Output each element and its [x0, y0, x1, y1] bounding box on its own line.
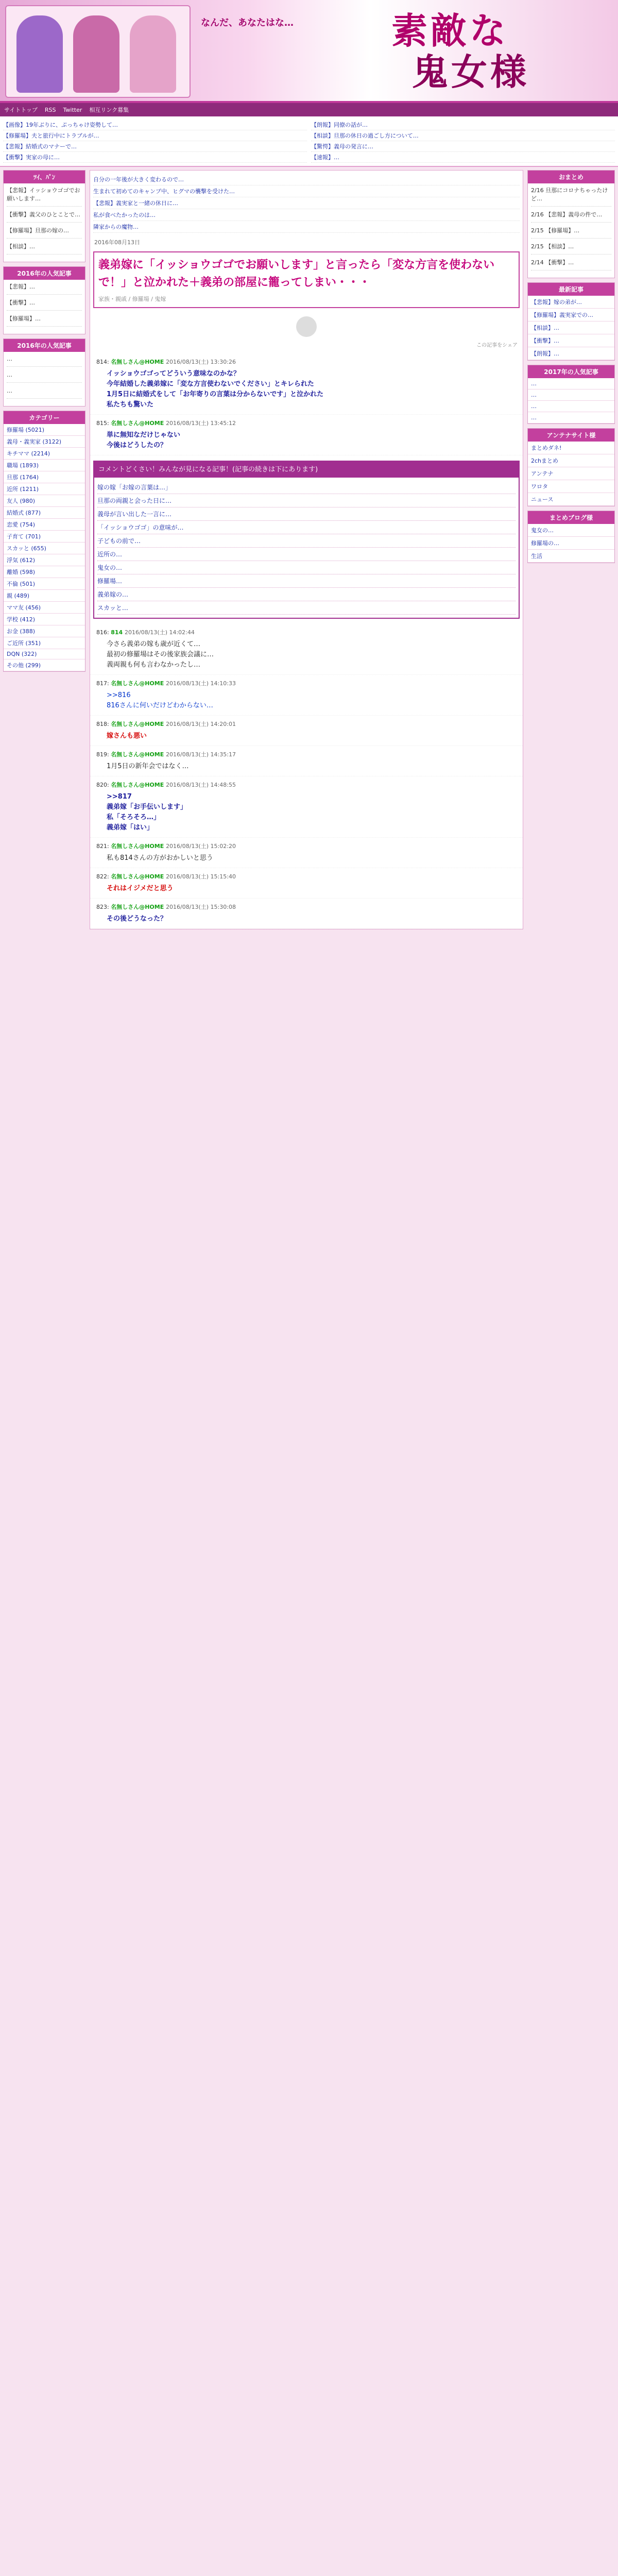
box-link[interactable]: 【衝撃】…: [528, 334, 614, 347]
top-links-right: [311, 120, 615, 163]
box-list: [528, 524, 614, 563]
comment-link[interactable]: 修羅場…: [97, 574, 516, 588]
top-link[interactable]: 【驚愕】義母の発言に…: [311, 141, 615, 152]
post-header: [96, 842, 517, 850]
box-item[interactable]: 2/15 【修羅場】…: [531, 227, 611, 239]
category-box: [3, 411, 85, 672]
box-link[interactable]: アンテナ: [528, 467, 614, 480]
share-note: この記事をシェア: [476, 343, 518, 348]
category-item[interactable]: 近所 (1211): [4, 483, 85, 495]
header-subtitle: なんだ、あなたはな…: [201, 18, 294, 28]
comment-link[interactable]: 嫁の嫁「お嫁の言葉は…」: [97, 481, 516, 494]
header-banner: [5, 5, 191, 98]
box-link[interactable]: 【悲報】嫁の弟が…: [528, 296, 614, 309]
article-date: 2016年08月13日: [90, 236, 523, 248]
comment-link[interactable]: 義母が言い出した一言に…: [97, 507, 516, 521]
post: [90, 716, 523, 746]
box-list: [528, 378, 614, 423]
box-item[interactable]: …: [7, 387, 82, 399]
post-author: 名無しさん@HOME: [111, 843, 166, 850]
ranking-list: [90, 171, 523, 236]
right-box-3: [527, 365, 615, 424]
top-links: [0, 116, 618, 167]
article-title-box: [93, 251, 520, 308]
box-link[interactable]: 2chまとめ: [528, 454, 614, 467]
top-link[interactable]: 【朗報】同僚の話が…: [311, 120, 615, 130]
post-number: 814:: [96, 359, 111, 365]
rank-item[interactable]: 【悲報】義実家と一緒の休日に…: [93, 197, 520, 209]
post-author: 名無しさん@HOME: [111, 751, 166, 758]
category-item[interactable]: 親 (489): [4, 590, 85, 602]
site-title[interactable]: 素敵な: [391, 9, 509, 52]
left-box-2: [3, 266, 85, 334]
category-item[interactable]: お金 (388): [4, 625, 85, 637]
post-number: 820:: [96, 782, 111, 788]
right-box-5: [527, 511, 615, 563]
post-number: 816:: [96, 629, 111, 636]
character-illustration: [16, 15, 63, 93]
post-number: 818:: [96, 721, 111, 727]
article-title: 義弟嫁に「イッショウゴゴでお願いします」と言ったら「変な方言を使わないで！」と泣かれた＋義弟の部屋に籠ってしまい・・・: [98, 259, 495, 289]
post-body: >>816 816さんに何いだけどわからない…: [107, 691, 213, 709]
category-item[interactable]: ご近所 (351): [4, 637, 85, 649]
comment-link[interactable]: スカッと…: [97, 601, 516, 615]
post-number: 817:: [96, 680, 111, 687]
comment-link[interactable]: 義弟嫁の…: [97, 588, 516, 601]
box-item[interactable]: …: [7, 371, 82, 383]
top-link[interactable]: 【悲報】結婚式のマナーで…: [3, 141, 307, 152]
post-header: [96, 872, 517, 880]
comment-heading: コメントどくさい！みんなが見になる記事！(記事の続きは下にあります): [93, 461, 520, 477]
right-box-4: [527, 428, 615, 506]
nav-link[interactable]: 相互リンク募集: [89, 107, 129, 113]
post-body: 単に無知なだけじゃない 今後はどうしたの？: [107, 431, 181, 449]
post-author: 814: [111, 629, 125, 636]
post-date: 2016/08/13(土) 13:30:26: [166, 359, 236, 365]
box-title: カテゴリー: [4, 411, 85, 424]
top-link[interactable]: 【相談】旦那の休日の過ごし方について…: [311, 130, 615, 141]
category-item[interactable]: 恋愛 (754): [4, 519, 85, 531]
nav-link[interactable]: RSS: [44, 106, 56, 113]
category-item[interactable]: ママ友 (456): [4, 602, 85, 614]
box-title: 2016年の人気記事: [4, 339, 85, 352]
right-box-1: [527, 170, 615, 278]
comment-link[interactable]: 「イッショウゴゴ」の意味が…: [97, 521, 516, 534]
category-item[interactable]: その他 (299): [4, 659, 85, 671]
category-item[interactable]: 不倫 (501): [4, 578, 85, 590]
post-body: 1月5日の新年会ではなく…: [107, 762, 189, 770]
post-header: [96, 903, 517, 911]
category-item[interactable]: 友人 (980): [4, 495, 85, 507]
post: [90, 415, 523, 455]
box-title: 2016年の人気記事: [4, 267, 85, 280]
box-link[interactable]: ワロタ: [528, 480, 614, 493]
box-link[interactable]: 【修羅場】義実家での…: [528, 309, 614, 321]
post: [90, 675, 523, 716]
top-link[interactable]: 【衝撃】実家の母に…: [3, 152, 307, 163]
category-item[interactable]: 子育て (701): [4, 531, 85, 543]
box-item[interactable]: 2/16 【悲報】義母の件で…: [531, 211, 611, 223]
left-sidebar: [3, 170, 85, 929]
site-title-2[interactable]: 鬼女様: [412, 50, 529, 93]
post: [90, 868, 523, 899]
post: [90, 746, 523, 776]
main-content: [90, 170, 523, 929]
post-date: 2016/08/13(土) 14:35:17: [166, 751, 236, 758]
box-title: 2017年の人気記事: [528, 365, 614, 378]
box-list: [528, 442, 614, 506]
box-item[interactable]: 2/14 【衝撃】…: [531, 259, 611, 270]
post-number: 815:: [96, 420, 111, 427]
post-date: 2016/08/13(土) 14:20:01: [166, 721, 236, 727]
box-item[interactable]: 【修羅場】…: [7, 315, 82, 327]
post-body: それはイジメだと思う: [107, 885, 174, 892]
nav-link[interactable]: サイトトップ: [4, 107, 38, 113]
rank-item[interactable]: 生まれて初めてのキャンプ中、ヒグマの襲撃を受けた…: [93, 185, 520, 197]
box-item[interactable]: 【相談】…: [7, 243, 82, 255]
post-date: 2016/08/13(土) 14:02:44: [125, 629, 195, 636]
top-links-left: [3, 120, 307, 163]
box-title: 最新記事: [528, 283, 614, 296]
category-list: [4, 424, 85, 671]
article-meta: 家族・親戚 / 修羅場 / 鬼嫁: [98, 296, 166, 302]
top-link[interactable]: 【修羅場】夫と旅行中にトラブルが…: [3, 130, 307, 141]
top-link[interactable]: 【画像】19年ぶりに、ぷっちゃけ姿勢して…: [3, 120, 307, 130]
character-illustration: [73, 15, 119, 93]
post: [90, 776, 523, 838]
post-header: [96, 419, 517, 427]
category-item[interactable]: 旦那 (1764): [4, 471, 85, 483]
rank-item[interactable]: 隣家からの魔物…: [93, 221, 520, 233]
post-author: 名無しさん@HOME: [111, 680, 166, 687]
post: [90, 899, 523, 929]
post-body: その後どうなった？: [107, 915, 167, 923]
right-sidebar: [527, 170, 615, 929]
post-body: 嫁さんも悪い: [107, 732, 147, 740]
comment-link[interactable]: 鬼女の…: [97, 561, 516, 574]
box-link[interactable]: 【朗報】…: [528, 347, 614, 360]
box-link[interactable]: 【相談】…: [528, 321, 614, 334]
nav-link[interactable]: Twitter: [63, 106, 82, 113]
post-date: 2016/08/13(土) 14:48:55: [166, 782, 236, 788]
site-header: [0, 0, 618, 103]
comment-list: [93, 477, 520, 619]
post-author: 名無しさん@HOME: [111, 721, 166, 727]
box-title: アンテナサイト様: [528, 429, 614, 442]
box-item[interactable]: 【修羅場】旦那の嫁の…: [7, 227, 82, 239]
comment-link[interactable]: 旦那の両親と会った日に…: [97, 494, 516, 507]
post-date: 2016/08/13(土) 13:45:12: [166, 420, 236, 427]
box-link[interactable]: …: [528, 401, 614, 412]
share-icon[interactable]: [296, 316, 317, 337]
post: [90, 624, 523, 675]
post-header: [96, 679, 517, 687]
rank-item[interactable]: 自分の一年後が大きく変わるので…: [93, 174, 520, 185]
box-item[interactable]: 【悲報】イッショウゴゴでお願いします…: [7, 187, 82, 207]
category-item[interactable]: 学校 (412): [4, 614, 85, 625]
box-item[interactable]: 【悲報】…: [7, 283, 82, 295]
character-illustration: [130, 15, 176, 93]
post-author: 名無しさん@HOME: [111, 873, 166, 880]
box-link[interactable]: 修羅場の…: [528, 537, 614, 550]
category-item[interactable]: キチママ (2214): [4, 448, 85, 460]
left-box-3: [3, 338, 85, 406]
post-header: [96, 628, 517, 636]
post-date: 2016/08/13(土) 15:02:20: [166, 843, 236, 850]
box-item[interactable]: 2/15 【相談】…: [531, 243, 611, 255]
post-author: 名無しさん@HOME: [111, 420, 166, 427]
post-header: [96, 720, 517, 728]
post-date: 2016/08/13(土) 15:15:40: [166, 873, 236, 880]
box-list: [528, 296, 614, 360]
post-number: 819:: [96, 751, 111, 758]
category-item[interactable]: 修羅場 (5021): [4, 424, 85, 436]
box-link[interactable]: …: [528, 389, 614, 401]
top-link[interactable]: 【速報】…: [311, 152, 615, 163]
box-title: まとめブログ様: [528, 511, 614, 524]
box-item[interactable]: 2/16 旦那にコロナちゃったけど…: [531, 187, 611, 207]
category-item[interactable]: スカッと (655): [4, 543, 85, 554]
box-link[interactable]: まとめダネ!: [528, 442, 614, 454]
box-link[interactable]: ニュース: [528, 493, 614, 506]
box-link[interactable]: 鬼女の…: [528, 524, 614, 537]
post-body: 私も814さんの方がおかしいと思う: [107, 854, 213, 862]
post-body: >>817 義弟嫁「お手伝いします」 私「そろそろ…」 義弟嫁「はい」: [107, 793, 187, 832]
post-body: 今さら義弟の嫁も歳が近くて… 最初の修羅場はその後家族会議に… 義両親も何も言わなかったし…: [107, 640, 214, 669]
post: [90, 353, 523, 415]
post-author: 名無しさん@HOME: [111, 359, 166, 365]
category-item[interactable]: 結婚式 (877): [4, 507, 85, 519]
post-date: 2016/08/13(土) 14:10:33: [166, 680, 236, 687]
post-header: [96, 750, 517, 758]
category-item[interactable]: 浮気 (612): [4, 554, 85, 566]
post-header: [96, 781, 517, 789]
post-author: 名無しさん@HOME: [111, 782, 166, 788]
post-header: [96, 358, 517, 366]
post-number: 823:: [96, 904, 111, 910]
box-item[interactable]: …: [7, 355, 82, 367]
box-item[interactable]: 【衝撃】…: [7, 299, 82, 311]
category-item[interactable]: 職場 (1893): [4, 460, 85, 471]
comment-link[interactable]: 子どもの前で…: [97, 534, 516, 548]
category-item[interactable]: 義母・義実家 (3122): [4, 436, 85, 448]
post-author: 名無しさん@HOME: [111, 904, 166, 910]
box-link[interactable]: …: [528, 378, 614, 389]
post-date: 2016/08/13(土) 15:30:08: [166, 904, 236, 910]
box-item[interactable]: 【衝撃】義父のひとことで…: [7, 211, 82, 223]
post-body: イッショウゴゴってどういう意味なのかな？ 今年結婚した義弟嫁に「変な方言使わないでください」とキレられた 1月5日に結婚式をして「お年寄りの言葉は分からないです」と泣かれた 私たちも驚いた: [107, 370, 324, 409]
box-title: ﾂｲ、ﾊﾟﾝ: [4, 171, 85, 183]
box-title: おまとめ: [528, 171, 614, 183]
top-nav: [0, 103, 618, 116]
category-item[interactable]: 離婚 (598): [4, 566, 85, 578]
category-item[interactable]: DQN (322): [4, 649, 85, 659]
box-body: [528, 183, 614, 278]
share-area: [90, 311, 523, 353]
comment-link[interactable]: 近所の…: [97, 548, 516, 561]
box-link[interactable]: 生活: [528, 550, 614, 563]
rank-item[interactable]: 私が食べたかったのは…: [93, 209, 520, 221]
post-list: [90, 353, 523, 455]
post-list: [90, 624, 523, 929]
post: [90, 838, 523, 868]
left-box-1: [3, 170, 85, 262]
box-link[interactable]: …: [528, 412, 614, 423]
post-number: 821:: [96, 843, 111, 850]
post-number: 822:: [96, 873, 111, 880]
right-box-2: [527, 282, 615, 361]
